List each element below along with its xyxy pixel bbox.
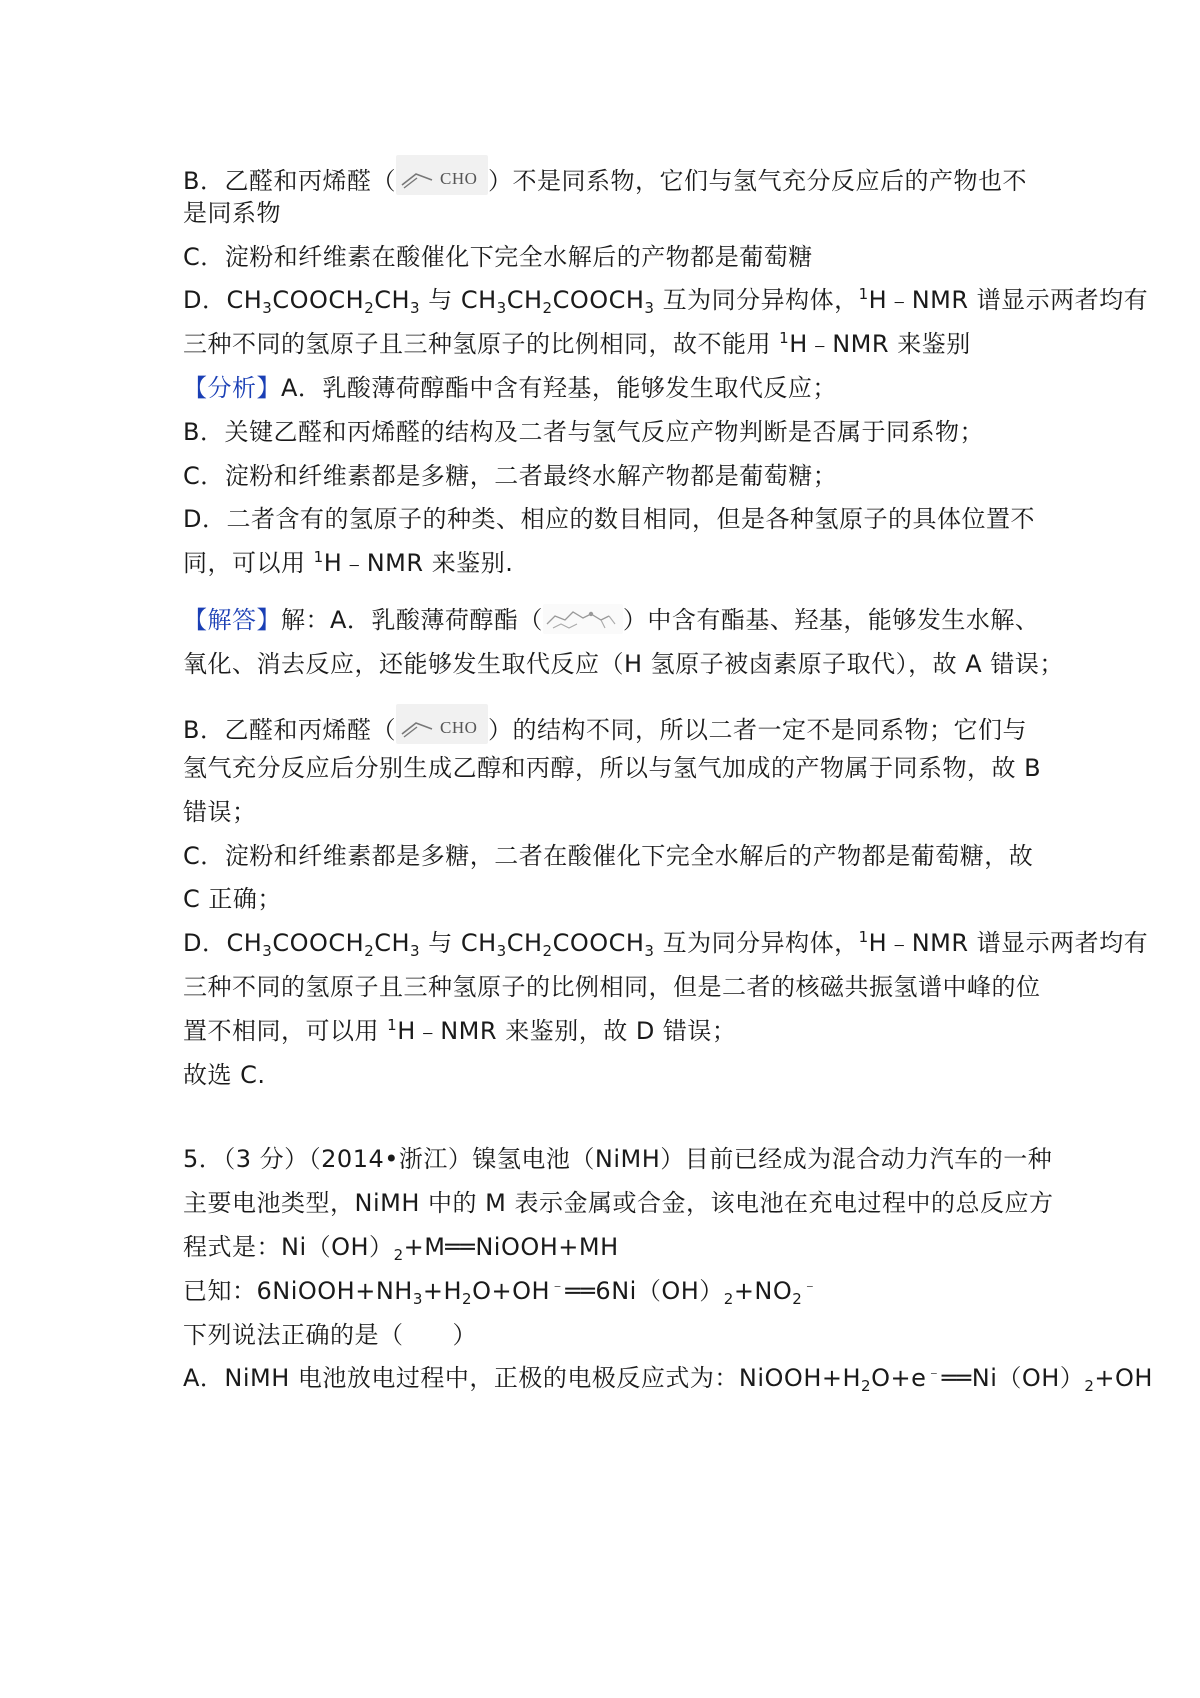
solution-line-3: B．乙醛和丙烯醛（ CHO ）的结构不同，所以二者一定不是同系物；它们与 [183,704,1027,746]
svg-text:CHO: CHO [439,169,478,188]
question-5-line-1: 5．（3 分）（2014•浙江）镍氢电池（NiMH）目前已经成为混合动力汽车的一种 [183,1145,1053,1173]
question-5-option-a: A．NiMH 电池放电过程中，正极的电极反应式为：$NiOOH+H_2O+e^﹣══Ni(OH)_2+OH$ [183,1363,1153,1395]
analysis-line-2: B．关键乙醛和丙烯醛的结构及二者与氢气反应产物判断是否属于同系物； [183,418,984,446]
solution-line-6: C．淀粉和纤维素都是多糖，二者在酸催化下完全水解后的产物都是葡萄糖，故 [183,842,1034,870]
question-5-prompt: 下列说法正确的是（ ） [183,1321,477,1349]
analysis-tag: 【分析】 [183,374,281,402]
solution-line-5: 错误； [183,798,257,826]
acrolein-structure-image [396,155,488,195]
solution-line-7: C 正确； [183,885,282,913]
question-5-line-3: 程式是：$Ni(OH)_2+M══NiOOH+MH$ [183,1233,619,1264]
analysis-line-1: 【分析】A．乳酸薄荷醇酯中含有羟基，能够发生取代反应； [183,374,837,402]
question-5-given: 已知：$6NiOOH+NH_3+H_2O+OH^﹣══6Ni(OH)_2+NO_2^﹣$ [183,1276,818,1308]
solution-line-9: 三种不同的氢原子且三种氢原子的比例相同，但是二者的核磁共振氢谱中峰的位 [183,973,1041,1001]
menthyl-lactate-structure-image [543,604,623,634]
solution-conclusion: 故选 C. [183,1061,266,1089]
solution-line-10: 置不相同，可以用 $^1$H﹣NMR 来鉴别，故 D 错误； [183,1016,737,1045]
option-b-line-1: B．乙醛和丙烯醛（ CHO ）不是同系物，它们与氢气充分反应后的产物也不 [183,155,1027,197]
solution-tag: 【解答】 [183,606,281,634]
analysis-line-3: C．淀粉和纤维素都是多糖，二者最终水解产物都是葡萄糖； [183,462,838,490]
analysis-line-4: D．二者含有的氢原子的种类、相应的数目相同，但是各种氢原子的具体位置不 [183,505,1035,533]
solution-line-1: 【解答】解：A．乳酸薄荷醇酯（ ）中含有酯基、羟基，能够发生水解、 [183,606,1040,634]
solution-line-4: 氢气充分反应后分别生成乙醇和丙醇，所以与氢气加成的产物属于同系物，故 B [183,754,1042,782]
question-5-line-2: 主要电池类型，NiMH 中的 M 表示金属或合金，该电池在充电过程中的总反应方 [183,1189,1054,1217]
solution-line-2: 氧化、消去反应，还能够发生取代反应（H 氢原子被卤素原子取代），故 A 错误； [183,650,1064,678]
analysis-line-5: 同，可以用 $^1$H﹣NMR 来鉴别. [183,548,514,577]
option-c-line: C．淀粉和纤维素在酸催化下完全水解后的产物都是葡萄糖 [183,243,813,271]
option-d-line-2: 三种不同的氢原子且三种氢原子的比例相同，故不能用 $^1$H﹣NMR 来鉴别 [183,329,971,358]
option-d-line-1: D．$CH_3COOCH_2CH_3$ 与 $CH_3CH_2COOCH_3$ 互为同分异构体，$^1$H﹣NMR 谱显示两者均有 [183,285,1149,317]
acrolein-structure-image-2 [396,704,488,744]
solution-line-8: D．$CH_3COOCH_2CH_3$ 与 $CH_3CH_2COOCH_3$ 互为同分异构体，$^1$H﹣NMR 谱显示两者均有 [183,928,1149,960]
svg-text:CHO: CHO [439,718,478,737]
option-b-line-2: 是同系物 [183,199,281,227]
